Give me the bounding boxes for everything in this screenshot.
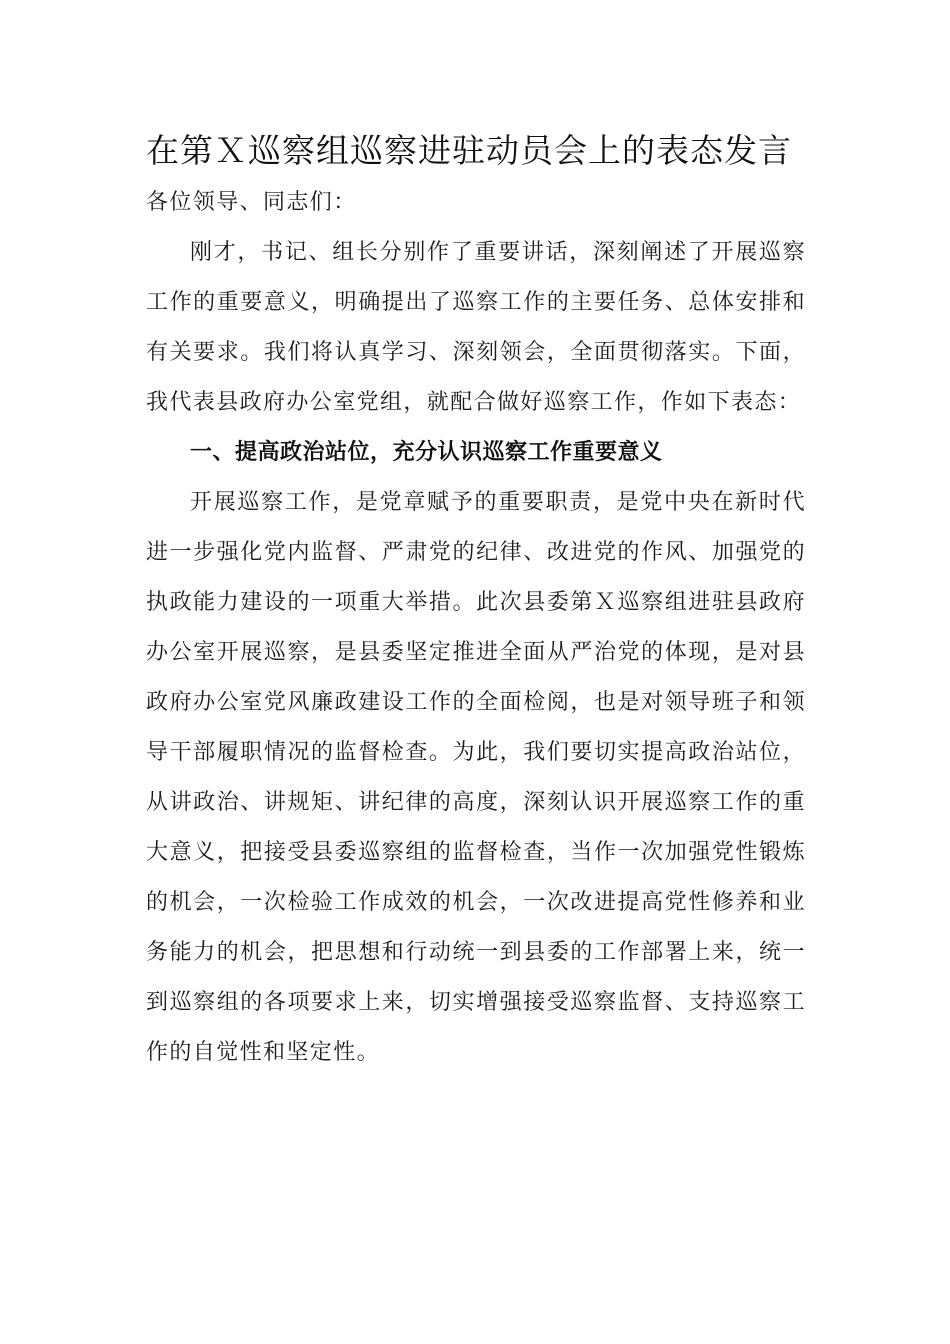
section-heading-1: 一、提高政治站位，充分认识巡察工作重要意义 [190, 440, 663, 465]
paragraph-intro: 刚才，书记、组长分别作了重要讲话，深刻阐述了开展巡察工作的重要意义，明确提出了巡察工作的主要任务、总体安排和有关要求。我们将认真学习、深刻领会，全面贯彻落实。下面，我代表县政府办公室党组，就配合做好巡察工作，作如下表态： [146, 240, 806, 415]
document-body [146, 128, 806, 1078]
paragraph-section-1: 开展巡察工作，是党章赋予的重要职责，是党中央在新时代进一步强化党内监督、严肃党的纪律、改进党的作风、加强党的执政能力建设的一项重大举措。此次县委第Ｘ巡察组进驻县政府办公室开展巡察，是县委坚定推进全面从严治党的体现，是对县政府办公室党风廉政建设工作的全面检阅，也是对领导班子和领导干部履职情况的监督检查。为此，我们要切实提高政治站位，从讲政治、讲规矩、讲纪律的高度，深刻认识开展巡察工作的重大意义，把接受县委巡察组的监督检查，当作一次加强党性锻炼的机会，一次检验工作成效的机会，一次改进提高党性修养和业务能力的机会，把思想和行动统一到县委的工作部署上来，统一到巡察组的各项要求上来，切实增强接受巡察监督、支持巡察工作的自觉性和坚定性。 [146, 490, 806, 1065]
greeting: 各位领导、同志们： [146, 190, 357, 215]
document-title: 在第Ｘ巡察组巡察进驻动员会上的表态发言 [146, 131, 792, 170]
